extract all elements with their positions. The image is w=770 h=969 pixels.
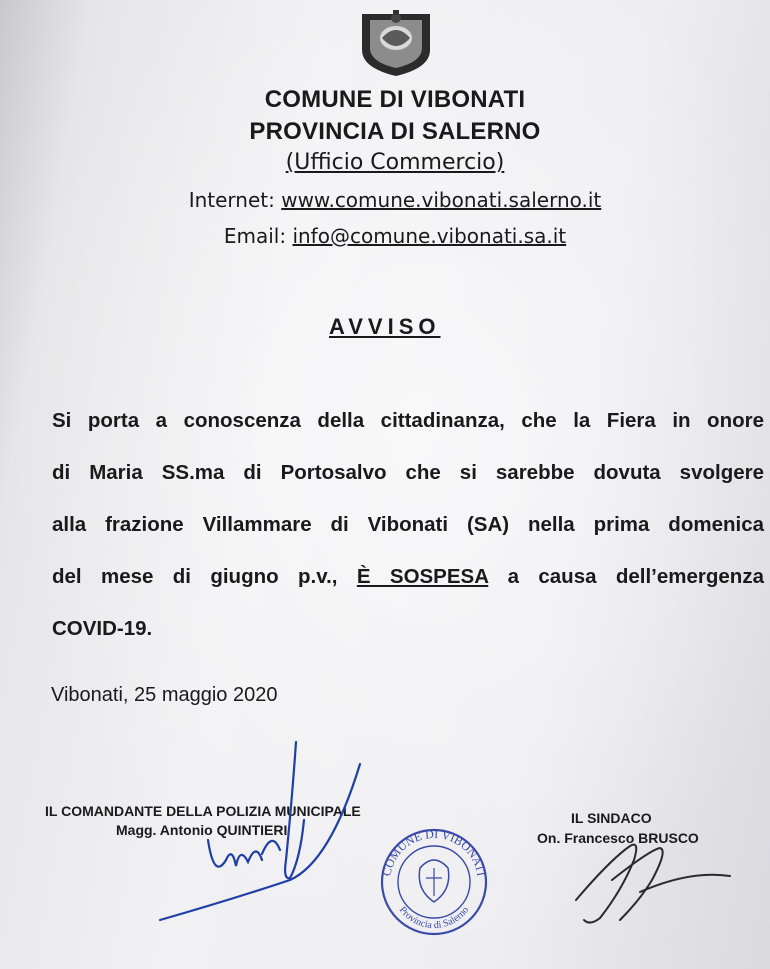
office-label: (Ufficio Commercio) bbox=[285, 150, 505, 175]
email-link[interactable]: info@comune.vibonati.sa.it bbox=[292, 224, 567, 248]
mayor-title: IL SINDACO bbox=[571, 810, 652, 826]
document-date: Vibonati, 25 maggio 2020 bbox=[51, 684, 278, 706]
notice-line-1: Si porta a conoscenza della cittadinanza, che la Fiera in onore bbox=[52, 409, 764, 432]
notice-line-4-end: a causa dell’emergenza bbox=[507, 565, 764, 588]
notice-line-4-start: del mese di giugno p.v., bbox=[52, 565, 338, 588]
mayor-name: On. Francesco BRUSCO bbox=[537, 830, 699, 846]
website-link[interactable]: www.comune.vibonati.salerno.it bbox=[281, 188, 602, 212]
notice-line-5: COVID-19. bbox=[52, 617, 153, 640]
police-commander-title: IL COMANDANTE DELLA POLIZIA MUNICIPALE bbox=[45, 803, 361, 819]
suspended-emphasis: È SOSPESA bbox=[356, 565, 489, 588]
commander-signature-icon bbox=[160, 742, 360, 920]
stamp-top-text: COMUNE DI VIBONATI bbox=[379, 826, 489, 878]
notice-line-2: di Maria SS.ma di Portosalvo che si sarebbe dovuta svolgere bbox=[52, 461, 764, 484]
mayor-signature-icon bbox=[576, 845, 730, 923]
internet-label: Internet: bbox=[188, 188, 275, 212]
email-label: Email: bbox=[223, 224, 287, 248]
stamp-bottom-text: Provincia di Salerno bbox=[396, 904, 472, 932]
province-name: PROVINCIA DI SALERNO bbox=[249, 118, 541, 145]
notice-line-3: alla frazione Villammare di Vibonati (SA) nella prima domenica bbox=[52, 513, 764, 536]
police-commander-name: Magg. Antonio QUINTIERI bbox=[116, 822, 288, 838]
municipality-name: COMUNE DI VIBONATI bbox=[264, 86, 526, 113]
notice-title: AVVISO bbox=[329, 314, 441, 339]
